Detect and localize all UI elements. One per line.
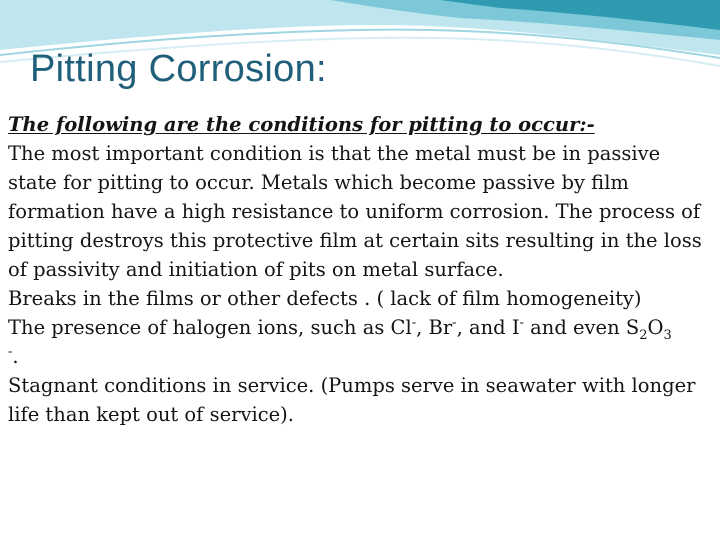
halogen-text-1: The presence of halogen ions, such as Cl [8, 316, 412, 339]
halogen-text-4: and even S [523, 316, 640, 339]
slide-title: Pitting Corrosion: [30, 48, 327, 90]
iodide-charge: - [519, 315, 524, 331]
stagnant-conditions-paragraph: Stagnant conditions in service. (Pumps serve in seawater with longer life than kept out of service). [8, 374, 696, 426]
halogen-text-6: . [12, 345, 19, 368]
passive-state-paragraph: The most important condition is that the metal must be in passive state for pitting to occur. Metals which become passive by film formation have a high resistance to uniform corrosion. The process of pitting destroys this protective film at certain sits resulting in the loss of passivity and initiation of pits on metal surface. [8, 142, 702, 281]
halogen-ions-paragraph [8, 313, 708, 371]
film-breaks-paragraph: Breaks in the films or other defects . ( lack of film homogeneity) [8, 287, 642, 310]
thiosulfate-charge: - [8, 344, 13, 360]
slide-body [8, 110, 708, 429]
halogen-text-2: , Br [416, 316, 453, 339]
bromide-charge: - [452, 315, 457, 331]
chloride-charge: - [411, 315, 417, 331]
sulfur-subscript: 2 [639, 327, 648, 343]
halogen-text-5: O [647, 316, 664, 339]
oxygen-subscript: 3 [663, 327, 672, 343]
conditions-heading: The following are the conditions for pitting to occur:- [8, 113, 595, 136]
halogen-text-3: , and I [456, 316, 520, 339]
